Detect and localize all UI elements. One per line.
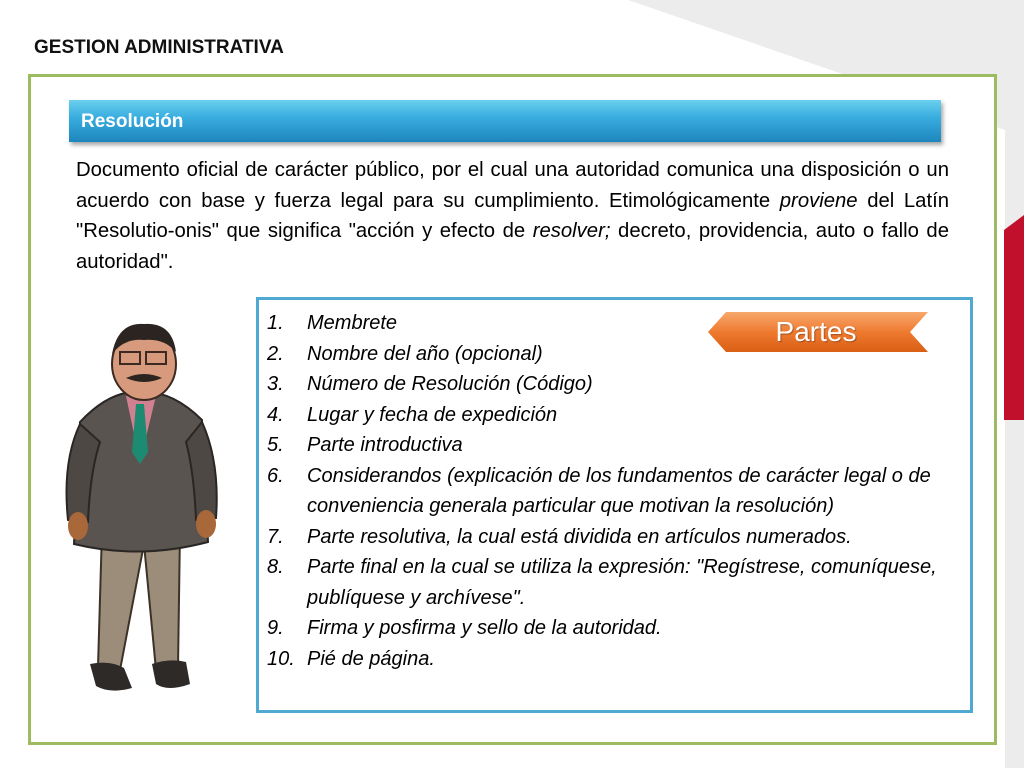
- page-title: GESTION ADMINISTRATIVA: [34, 37, 284, 58]
- definition-paragraph: [76, 155, 949, 277]
- list-item: [267, 613, 967, 644]
- list-item-text: Considerandos (explicación de los fundamentos de carácter legal o de conveniencia generala particular que motivan la resolución): [307, 464, 931, 517]
- list-item-number: 3.: [267, 373, 284, 395]
- list-item-number: 2.: [267, 342, 284, 365]
- partes-label: Partes: [775, 316, 857, 347]
- list-item-text: Parte final en la cual se utiliza la expresión: "Regístrese, comuníquese, publíquese y archívese".: [307, 556, 937, 609]
- definition-text-2: del Latín "Resolutio-onis" que significa "acción y efecto de: [76, 189, 949, 242]
- list-item-text: Nombre del año (opcional): [307, 342, 543, 365]
- list-item-text: Membrete: [307, 312, 398, 334]
- list-item: [267, 369, 967, 400]
- list-item-number: 10.: [267, 647, 295, 670]
- list-item-number: 9.: [267, 617, 284, 639]
- list-item-text: Pié de página.: [307, 647, 435, 670]
- red-accent-shape: [1004, 215, 1024, 420]
- list-item-number: 8.: [267, 556, 284, 578]
- list-item: [267, 400, 967, 431]
- parts-list: [267, 308, 967, 674]
- list-item-number: 4.: [267, 403, 284, 426]
- definition-text-3: decreto, providencia, auto o fallo de autoridad".: [76, 220, 949, 273]
- list-item-text: Firma y posfirma y sello de la autoridad.: [307, 617, 662, 639]
- list-item: [267, 552, 967, 613]
- list-item-number: 1.: [267, 312, 284, 334]
- definition-emphasis-1: proviene: [779, 189, 858, 212]
- section-title: Resolución: [81, 111, 184, 132]
- list-item: [267, 522, 967, 553]
- list-item-text: Parte introductiva: [307, 434, 463, 456]
- list-item: [267, 430, 967, 461]
- section-banner: [69, 100, 941, 142]
- list-item-text: Número de Resolución (Código): [307, 373, 593, 395]
- parts-list-box: [256, 297, 973, 713]
- list-item-text: Parte resolutiva, la cual está dividida en artículos numerados.: [307, 525, 852, 548]
- cartoon-man-illustration: [40, 312, 250, 710]
- list-item: [267, 644, 967, 675]
- list-item-number: 6.: [267, 464, 284, 487]
- list-item-number: 5.: [267, 434, 284, 456]
- definition-emphasis-2: resolver;: [532, 220, 611, 242]
- list-item: [267, 461, 967, 522]
- list-item-number: 7.: [267, 525, 284, 548]
- definition-text-1: Documento oficial de carácter público, por el cual una autoridad comunica una disposición o un acuerdo con base y fuerza legal para su cumplimiento. Etimológicamente: [76, 159, 949, 212]
- list-item-text: Lugar y fecha de expedición: [307, 403, 558, 426]
